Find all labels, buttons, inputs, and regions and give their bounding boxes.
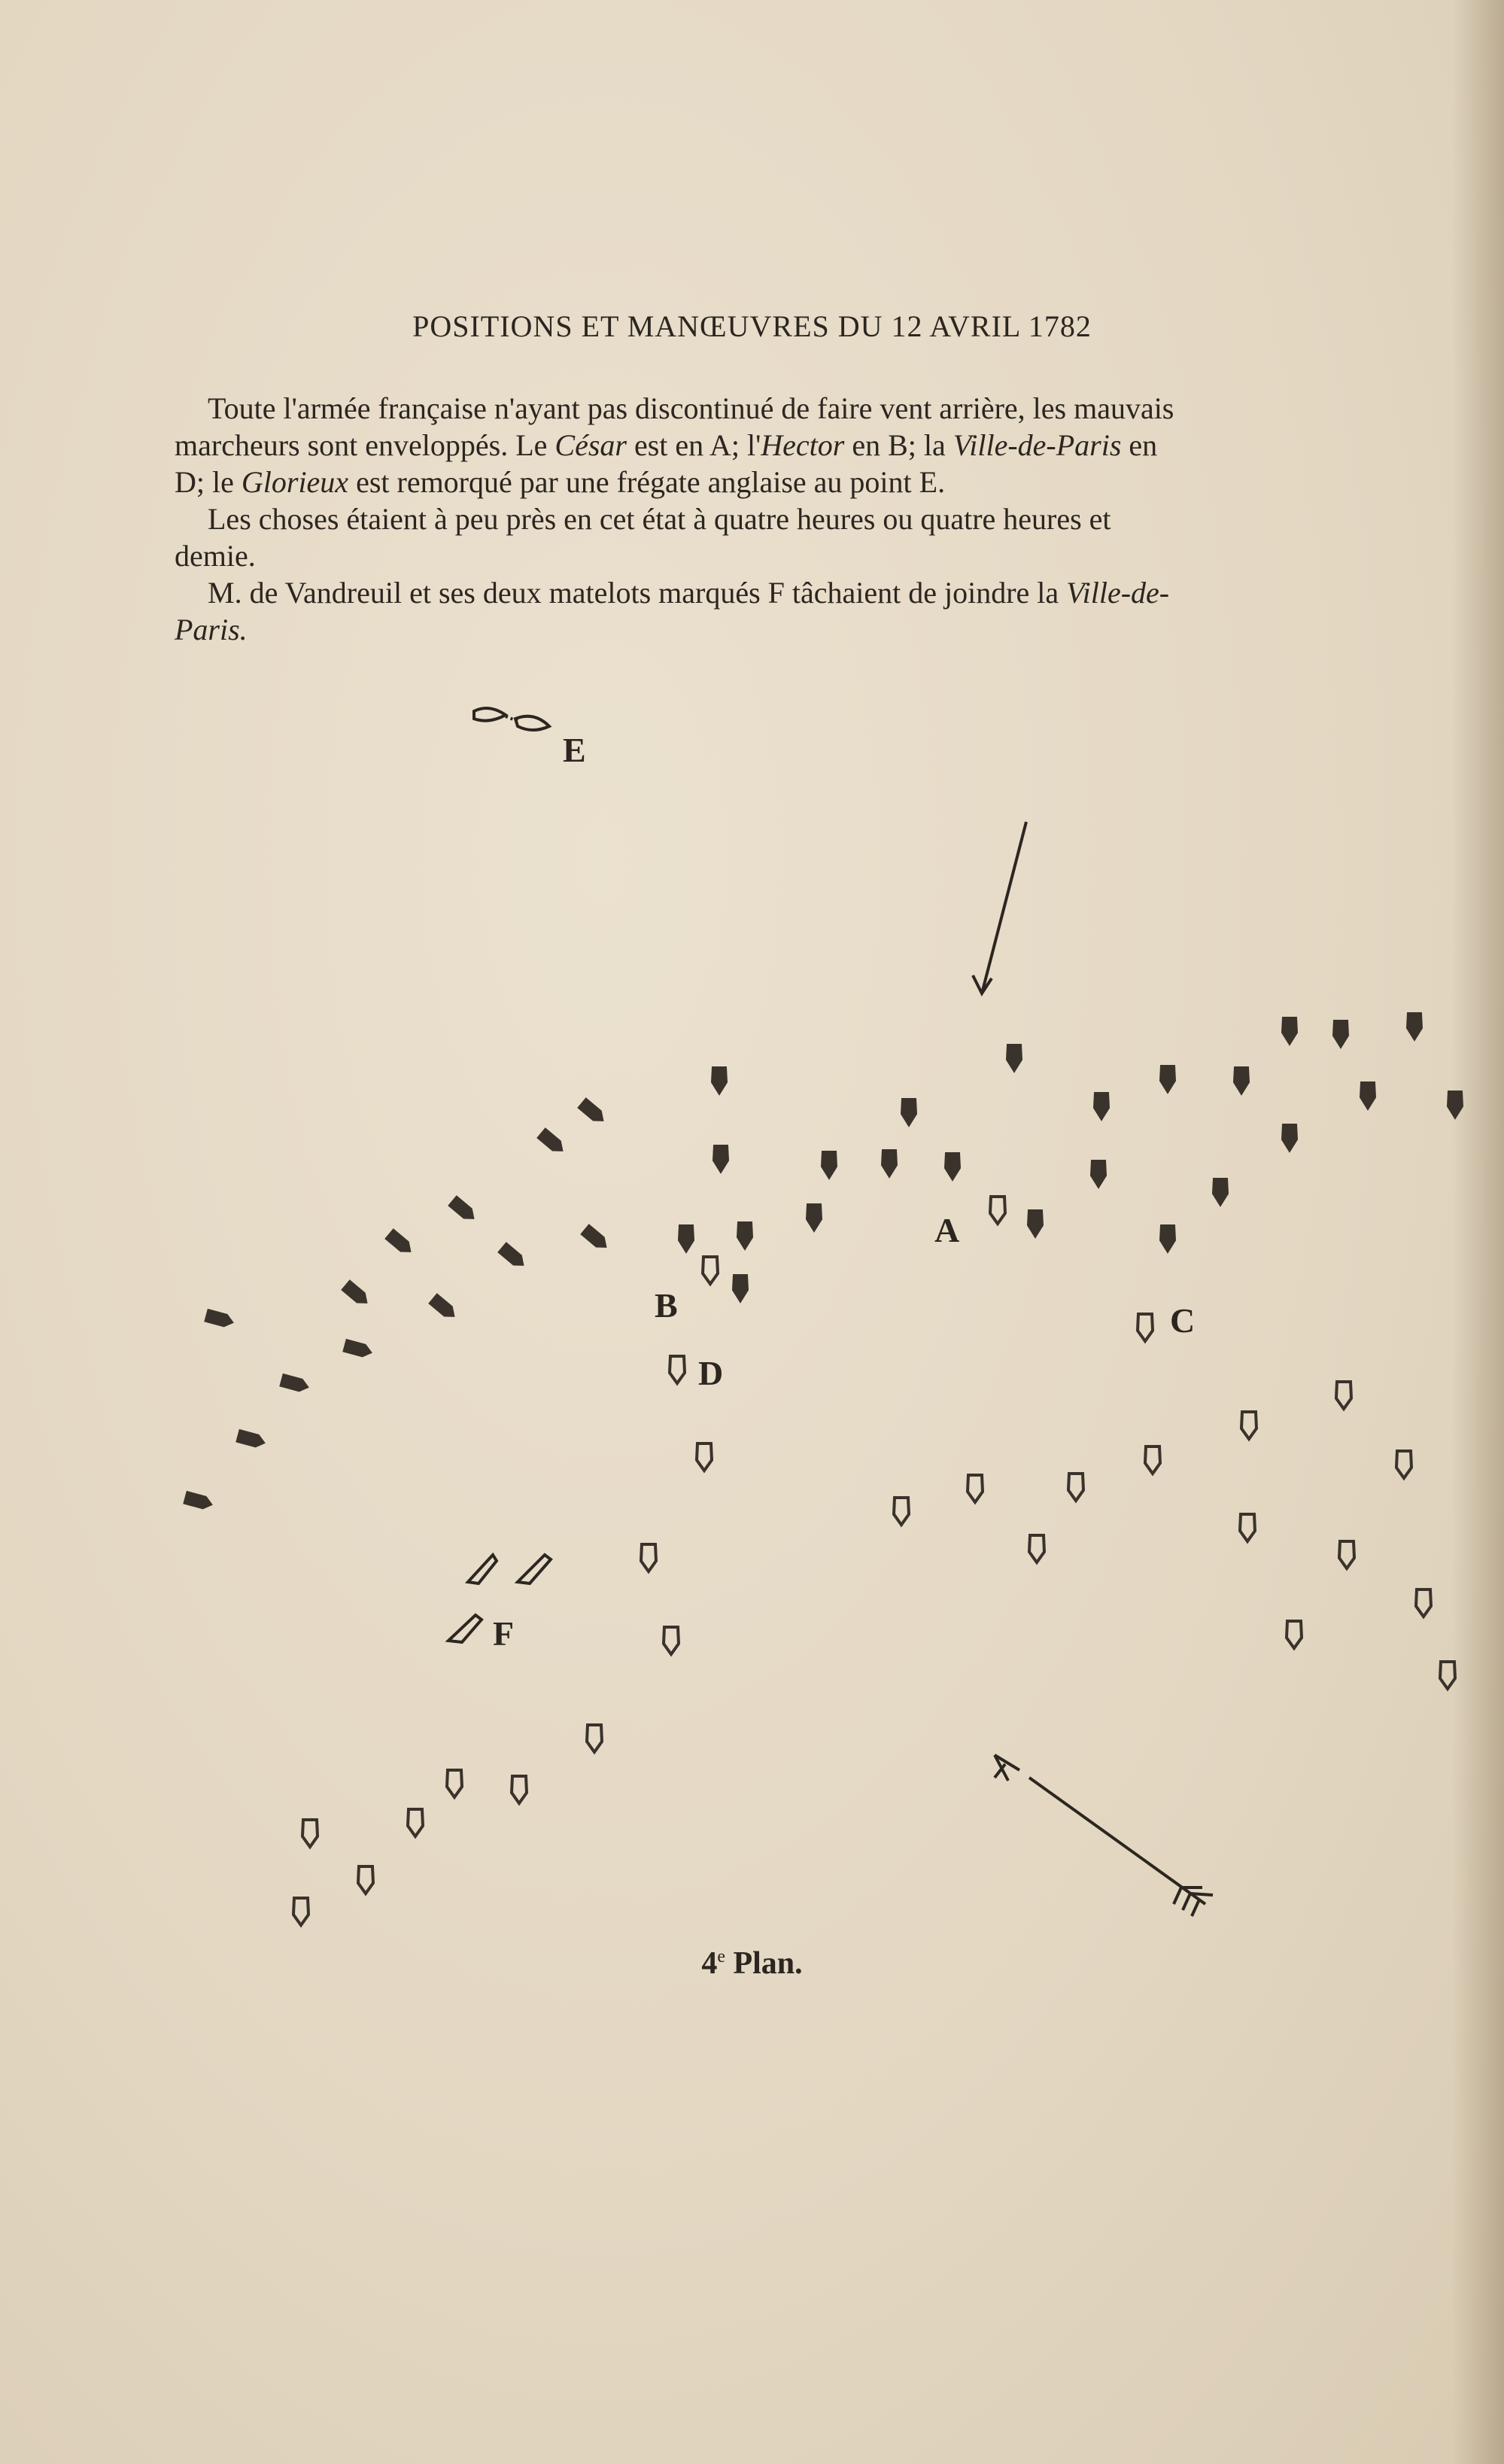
text-run: en [1121, 428, 1158, 462]
ship-name-ville-de-paris-part: Ville-de- [1066, 576, 1170, 610]
english-ship-marker [713, 1145, 728, 1173]
french-ship-marker [1440, 1662, 1455, 1689]
english-ship-marker [1360, 1082, 1375, 1109]
english-ship-marker [679, 1225, 694, 1252]
french-ship-marker [293, 1898, 308, 1925]
english-ship-marker [733, 1275, 748, 1302]
french-ship-marker [408, 1809, 423, 1836]
english-ship-marker [737, 1222, 752, 1249]
english-ship-marker-angled [343, 1340, 372, 1358]
label-b: B [655, 1286, 678, 1325]
english-ship-marker [1234, 1067, 1249, 1094]
english-ship-marker [1407, 1013, 1422, 1040]
ship-name-ville-de-paris: Ville-de-Paris [953, 428, 1122, 462]
french-ship-marker [664, 1627, 679, 1654]
french-ship-marker [703, 1257, 718, 1284]
english-ship-marker [1091, 1161, 1106, 1188]
label-d: D [698, 1354, 724, 1392]
english-ship-marker [1028, 1210, 1043, 1237]
french-ship-marker [358, 1866, 373, 1894]
english-ship-marker-angled [280, 1374, 309, 1393]
french-ship-marker [1287, 1621, 1302, 1648]
english-ship-marker-angled [538, 1129, 567, 1155]
caption-number: 4 [701, 1946, 718, 1981]
english-ship-marker [1213, 1179, 1228, 1206]
english-ship-marker-angled [342, 1281, 371, 1307]
french-ship-marker [1240, 1514, 1255, 1541]
french-ship-marker [447, 1770, 462, 1797]
compass-arrow [995, 1755, 1213, 1916]
french-ship-marker [1339, 1541, 1354, 1568]
english-ship-marker-angled [449, 1197, 478, 1223]
french-ship-marker [1241, 1412, 1256, 1439]
english-ship-marker-angled [579, 1099, 607, 1125]
text-run: en B; la [844, 428, 953, 462]
paragraph-3-line-2: Paris. [175, 613, 248, 646]
text-run: marcheurs sont enveloppés. Le [175, 428, 555, 462]
french-ship-marker [1029, 1535, 1044, 1562]
caption-superscript: e [717, 1947, 725, 1967]
english-ship-marker [822, 1151, 837, 1179]
ship-name-cesar: César [555, 428, 627, 462]
english-ship-marker [1282, 1018, 1297, 1045]
french-ship-marker [1138, 1314, 1153, 1341]
label-c: C [1170, 1301, 1196, 1340]
english-fleet-rear [184, 1099, 609, 1510]
english-ship-marker [945, 1153, 960, 1180]
english-ship-marker-angled [205, 1310, 234, 1328]
french-ship-marker [641, 1544, 656, 1571]
french-ship-marker [302, 1820, 318, 1847]
english-ship-marker [1160, 1225, 1175, 1252]
french-ship-marker [894, 1498, 909, 1525]
french-ship-marker [1145, 1446, 1160, 1474]
french-ship-marker [990, 1197, 1005, 1224]
english-ship-marker-angled [386, 1230, 415, 1256]
english-ship-marker [1333, 1021, 1348, 1048]
english-ship-marker-angled [184, 1492, 213, 1510]
french-ship-marker [697, 1443, 712, 1471]
english-ship-marker [1160, 1066, 1175, 1093]
french-ship-marker [670, 1356, 685, 1383]
french-fleet [293, 1197, 1455, 1925]
text-run: est remorqué par une frégate anglaise au point E. [348, 465, 946, 499]
wind-arrow-north [973, 822, 1026, 993]
english-ship-marker-angled [582, 1225, 610, 1252]
english-ship-marker [1282, 1124, 1297, 1151]
frigate-towing-glorieux [474, 708, 549, 730]
english-ship-marker [1448, 1091, 1463, 1118]
french-ship-marker [1416, 1589, 1431, 1617]
ship-name-hector: Hector [761, 428, 845, 462]
plan-caption [0, 1945, 1504, 1982]
label-a: A [934, 1211, 960, 1249]
paragraph-2-line-2: demie. [175, 539, 256, 573]
english-ship-marker [901, 1099, 916, 1126]
french-ship-marker [968, 1475, 983, 1502]
label-f: F [493, 1614, 515, 1653]
english-ship-marker-angled [499, 1243, 527, 1270]
english-ship-marker-angled [236, 1430, 266, 1449]
french-ship-marker [512, 1776, 527, 1803]
french-ship-marker [1068, 1474, 1083, 1501]
french-ship-marker [587, 1725, 602, 1752]
french-ship-marker [1336, 1382, 1351, 1409]
english-ship-marker [1007, 1045, 1022, 1072]
label-e: E [563, 731, 586, 769]
paragraph-2-line-1: Les choses étaient à peu près en cet état à quatre heures ou quatre heures et [208, 502, 1111, 536]
english-fleet [679, 1013, 1463, 1302]
french-ship-marker [1396, 1451, 1411, 1478]
english-ship-marker [712, 1067, 727, 1094]
text-run: D; le [175, 465, 242, 499]
english-ship-marker [807, 1204, 822, 1231]
english-ship-marker [882, 1150, 897, 1177]
text-run: est en A; l' [626, 428, 761, 462]
english-ship-marker-angled [430, 1294, 458, 1321]
caption-text: Plan. [725, 1946, 803, 1981]
english-ship-marker [1094, 1093, 1109, 1120]
text-run: M. de Vandreuil et ses deux matelots marqués F tâchaient de joindre la [208, 576, 1067, 610]
ship-name-glorieux: Glorieux [241, 465, 349, 499]
page-heading: POSITIONS ET MANŒUVRES DU 12 AVRIL 1782 [412, 309, 1092, 343]
paragraph-1-line-1: Toute l'armée française n'ayant pas discontinué de faire vent arrière, les mauvais [208, 391, 1174, 425]
